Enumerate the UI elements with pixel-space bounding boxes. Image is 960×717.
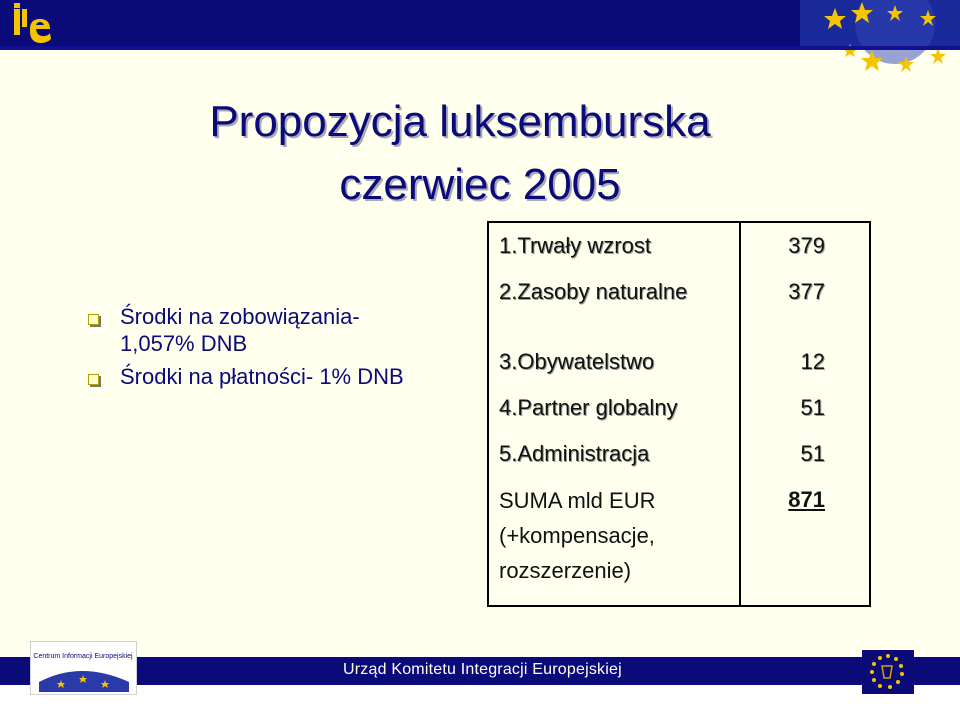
sum-label-line: SUMA mld EUR (499, 488, 656, 513)
square-bullet-icon (88, 374, 99, 385)
bullet-text: Środki na zobowiązania- (120, 304, 360, 329)
table-cell-value: 379 (788, 233, 825, 258)
table-cell-value: 51 (800, 441, 825, 466)
table-cell-label: 1.Trwały wzrost (499, 233, 651, 258)
top-bar (0, 0, 960, 50)
table-cell-value: 377 (788, 279, 825, 304)
table-cell-label: 5.Administracja (499, 441, 650, 466)
title-line-1: Propozycja luksemburska (209, 97, 711, 146)
bullet-text: Środki na płatności- 1% DNB (120, 364, 404, 389)
cie-logo-text: Centrum Informacji Europejskiej (33, 653, 133, 660)
eu-flag-logo (862, 650, 914, 694)
table-row (488, 222, 870, 606)
bullet-text: 1,057% DNB (120, 331, 248, 356)
table-cell-label: 3.Obywatelstwo (499, 349, 655, 374)
bullet-list (88, 303, 478, 396)
table-cell-value: 51 (800, 395, 825, 420)
sum-label (499, 483, 729, 588)
top-bar-stripe (0, 46, 960, 50)
ie-logo (10, 3, 64, 47)
sum-value: 871 (788, 487, 825, 512)
table-cell-value: 12 (800, 349, 825, 374)
square-bullet-icon (88, 314, 99, 325)
bullet-item-payments (88, 363, 478, 390)
footer-text: Urząd Komitetu Integracji Europejskiej (343, 661, 622, 678)
table-cell-label: 4.Partner globalny (499, 395, 678, 420)
sum-label-line: (+kompensacje, (499, 523, 655, 548)
eu-stars-decoration (800, 0, 960, 80)
cie-logo (30, 641, 137, 695)
table-cell-label: 2.Zasoby naturalne (499, 279, 688, 304)
sum-label-line: rozszerzenie) (499, 558, 632, 583)
budget-table (487, 221, 871, 607)
title-line-2: czerwiec 2005 (339, 160, 621, 209)
bullet-item-commitments (88, 303, 478, 357)
